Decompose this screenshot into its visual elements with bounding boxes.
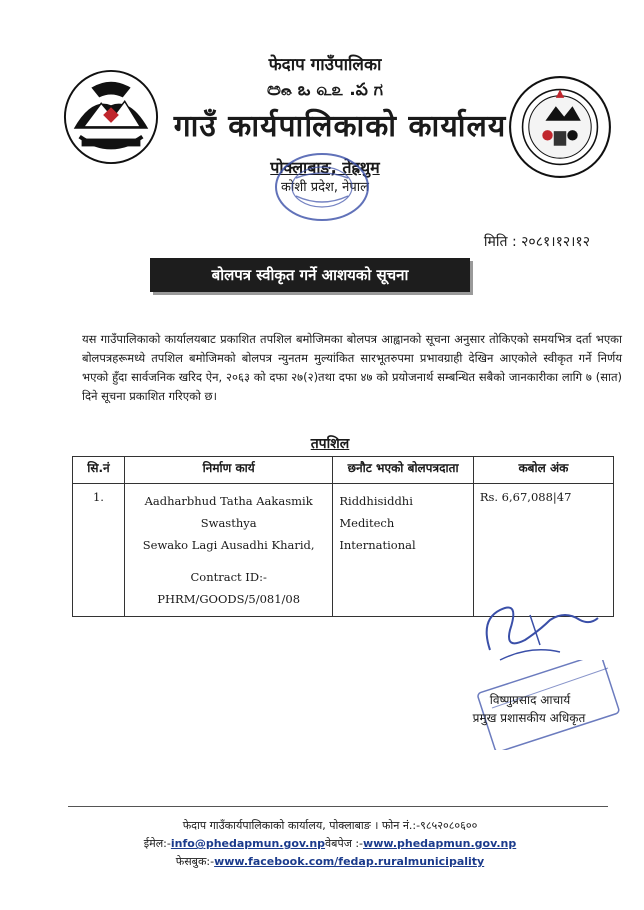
office-code: ඏ෬ ఒ ௳௨ .ప ಗ bbox=[267, 80, 383, 100]
signature bbox=[470, 590, 610, 670]
footer-divider bbox=[68, 806, 608, 807]
schedule-title: तपशिल bbox=[310, 436, 350, 452]
office-address-line2: कोशी प्रदेश, नेपाल bbox=[281, 180, 369, 195]
website-link[interactable]: www.phedapmun.gov.np bbox=[363, 837, 517, 850]
cell-bidder: Riddhisiddhi Meditech International bbox=[333, 484, 473, 617]
work-line1: Aadharbhud Tatha Aakasmik Swasthya bbox=[144, 494, 313, 530]
email-link[interactable]: info@phedapmun.gov.np bbox=[170, 837, 326, 850]
footer-address: फेदाप गाउँकार्यपालिकाको कार्यालय, पोक्लाबाङ । फोन नं.:-९८५२०८०६०० bbox=[182, 819, 478, 832]
cell-amount: Rs. 6,67,088|47 bbox=[473, 484, 613, 617]
notice-date: मिति : २०८१।१२।१२ bbox=[483, 234, 590, 250]
work-line2: Sewako Lagi Ausadhi Kharid, bbox=[142, 538, 315, 552]
cell-work bbox=[124, 484, 332, 617]
notice-body: यस गाउँपालिकाको कार्यालयबाट प्रकाशित तपशिल बमोजिमका बोलपत्र आह्वानको सूचना अनुसार तोकिएको समयभित्र दर्ता भएका बोलपत्रहरूमध्ये तपशिल बमोजिमको बोलपत्र न्युनतम मुल्यांकित सारभूतरुपमा प्रभावग्राही देखिन आएकोले स्वीकृत गर्ने निर्णय भएको हुँदा सार्वजनिक खरिद ऐन, २०६३ को दफा २७(२)तथा दफा ४७ को प्रयोजनार्थ सम्बन्धित सबैको जानकारीका लागि ७ (सात) दिने सूचना प्रकाशित गरिएको छ। bbox=[82, 332, 622, 403]
header-sn: सि.नं bbox=[73, 457, 125, 484]
table-header-row bbox=[73, 457, 614, 484]
notice-title-banner: बोलपत्र स्वीकृत गर्ने आशयको सूचना bbox=[150, 258, 470, 292]
signatory-name: विष्णुप्रसाद आचार्य bbox=[489, 693, 571, 707]
cell-sn: 1. bbox=[73, 484, 125, 617]
facebook-link[interactable]: www.facebook.com/fedap.ruralmunicipality bbox=[214, 855, 485, 868]
footer-contact bbox=[120, 836, 540, 851]
office-address-line1: पोक्लाबाङ, तेह्रथुम bbox=[270, 158, 380, 177]
nepal-emblem-logo bbox=[62, 68, 160, 166]
header-amount: कबोल अंक bbox=[473, 457, 613, 484]
header-bidder: छनौट भएको बोलपत्रदाता bbox=[333, 457, 473, 484]
website-label: वेबपेज :- bbox=[325, 837, 364, 850]
email-label: ईमेल:- bbox=[143, 837, 171, 850]
signatory-designation: प्रमुख प्रशासकीय अधिकृत bbox=[472, 711, 586, 725]
office-stamp bbox=[272, 150, 372, 224]
facebook-label: फेसबुक:- bbox=[175, 855, 215, 868]
office-title: गाउँ कार्यपालिकाको कार्यालय bbox=[173, 109, 507, 144]
header-work: निर्माण कार्य bbox=[124, 457, 332, 484]
office-name: फेदाप गाउँपालिका bbox=[268, 55, 382, 75]
footer-social bbox=[120, 854, 540, 869]
work-contract-id: Contract ID:-PHRM/GOODS/5/081/08 bbox=[157, 570, 301, 606]
